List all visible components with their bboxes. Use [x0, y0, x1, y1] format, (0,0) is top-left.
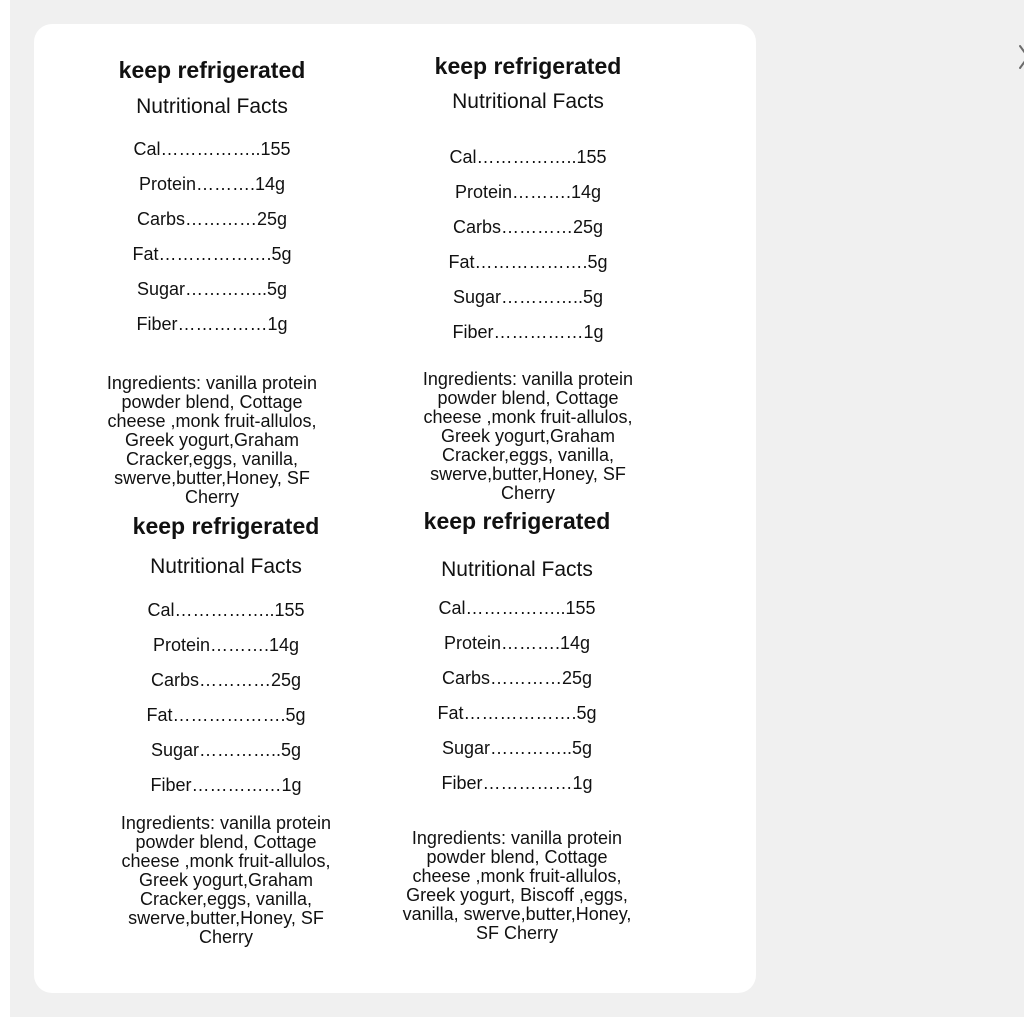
ingredients-text: Ingredients: vanilla protein powder blend, Cottage cheese ,monk fruit-allulos, Greek yogurt,Graham Cracker,eggs, vanilla, swerve,butter,Honey, SF Cherry [106, 373, 318, 507]
storage-heading: keep refrigerated [434, 53, 622, 79]
fact-carbs: Carbs…………25g [150, 670, 302, 690]
fact-calories: Cal……………..155 [438, 598, 596, 618]
nutrition-label-2 [378, 52, 678, 512]
storage-heading: keep refrigerated [423, 508, 611, 534]
nutrition-title: Nutritional Facts [150, 555, 302, 578]
fact-protein: Protein……….14g [443, 633, 591, 653]
nutrition-title: Nutritional Facts [136, 95, 288, 118]
nutrition-label-1 [62, 56, 362, 516]
fact-sugar: Sugar…………..5g [136, 279, 288, 299]
fact-fat: Fat……………….5g [132, 244, 292, 264]
window-edge [0, 0, 10, 1017]
fact-fat: Fat……………….5g [448, 252, 608, 272]
nutrition-title: Nutritional Facts [452, 90, 604, 113]
ingredients-text: Ingredients: vanilla protein powder blend, Cottage cheese ,monk fruit-allulos, Greek yogurt, Biscoff ,eggs, vanilla, swerve,butter,Honey, SF Cherry [402, 828, 632, 943]
fact-protein: Protein……….14g [454, 182, 602, 202]
fact-calories: Cal……………..155 [133, 139, 291, 159]
fact-sugar: Sugar…………..5g [150, 740, 302, 760]
fact-calories: Cal……………..155 [147, 600, 305, 620]
fact-carbs: Carbs…………25g [136, 209, 288, 229]
close-icon[interactable] [1014, 42, 1024, 72]
ingredients-text: Ingredients: vanilla protein powder blend, Cottage cheese ,monk fruit-allulos, Greek yogurt,Graham Cracker,eggs, vanilla, swerve,butter,Honey, SF Cherry [422, 369, 634, 503]
nutrition-title: Nutritional Facts [441, 558, 593, 581]
fact-fiber: Fiber……………1g [441, 773, 593, 793]
fact-sugar: Sugar…………..5g [452, 287, 604, 307]
nutrition-label-3 [76, 512, 376, 972]
nutrition-label-4 [367, 507, 667, 967]
fact-calories: Cal……………..155 [449, 147, 607, 167]
ingredients-text: Ingredients: vanilla protein powder blend, Cottage cheese ,monk fruit-allulos, Greek yogurt,Graham Cracker,eggs, vanilla, swerve,butter,Honey, SF Cherry [120, 813, 332, 947]
fact-fat: Fat……………….5g [146, 705, 306, 725]
fact-sugar: Sugar…………..5g [441, 738, 593, 758]
fact-protein: Protein……….14g [138, 174, 286, 194]
fact-carbs: Carbs…………25g [441, 668, 593, 688]
fact-fat: Fat……………….5g [437, 703, 597, 723]
fact-carbs: Carbs…………25g [452, 217, 604, 237]
fact-protein: Protein……….14g [152, 635, 300, 655]
fact-fiber: Fiber……………1g [136, 314, 288, 334]
fact-fiber: Fiber……………1g [150, 775, 302, 795]
fact-fiber: Fiber……………1g [452, 322, 604, 342]
storage-heading: keep refrigerated [132, 513, 320, 539]
storage-heading: keep refrigerated [118, 57, 306, 83]
label-sheet [34, 24, 756, 993]
